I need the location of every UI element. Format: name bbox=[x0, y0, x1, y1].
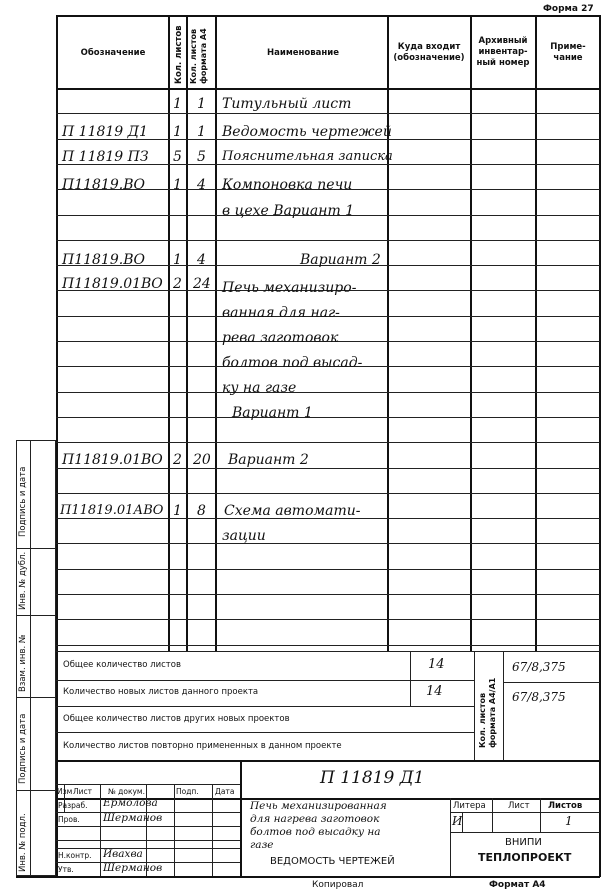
totals-col-3 bbox=[503, 651, 504, 760]
totals-line-3 bbox=[56, 706, 474, 707]
tb-role-1: Разраб. bbox=[58, 801, 88, 810]
total-sheets-value: 14 bbox=[428, 657, 445, 672]
form-label: Форма 27 bbox=[543, 4, 594, 14]
row-1-a4: 1 bbox=[197, 96, 206, 112]
new-sheets-value: 14 bbox=[426, 684, 443, 699]
row-11-name: ку на газе bbox=[222, 380, 297, 396]
total-sheets-label: Общее количество листов bbox=[63, 660, 181, 670]
table-row-line bbox=[56, 417, 600, 418]
tb-org-1: ВНИПИ bbox=[505, 837, 542, 848]
tb-name-line-1: Печь механизированная bbox=[250, 800, 387, 812]
row-3-a4: 5 bbox=[197, 149, 206, 165]
row-2-designation: П 11819 Д1 bbox=[62, 124, 148, 140]
frame-bottom bbox=[16, 876, 600, 878]
tb-header-doc: № докум. bbox=[108, 787, 145, 796]
tb-doc-type: ВЕДОМОСТЬ ЧЕРТЕЖЕЙ bbox=[270, 856, 395, 867]
row-13-designation: П11819.01ВО bbox=[62, 452, 163, 468]
row-3-sheets: 5 bbox=[173, 149, 182, 165]
footer-format: Формат А4 bbox=[489, 880, 546, 890]
totals-format-divider bbox=[503, 682, 600, 683]
row-7-a4: 24 bbox=[193, 276, 211, 292]
side-div-2 bbox=[16, 615, 56, 616]
row-13-sheets: 2 bbox=[173, 452, 182, 468]
tb-header-date: Дата bbox=[215, 787, 235, 796]
table-row-line bbox=[56, 493, 600, 494]
tb-org-2: ТЕПЛОПРОЕКТ bbox=[478, 851, 572, 864]
row-4-sheets: 1 bbox=[173, 177, 182, 193]
col-line-archive bbox=[535, 15, 537, 651]
row-8-name: ванная для наг- bbox=[222, 305, 340, 321]
new-sheets-label: Количество новых листов данного проекта bbox=[63, 687, 259, 697]
tb-name-line-4: газе bbox=[250, 839, 274, 851]
frame-left bbox=[56, 15, 58, 877]
row-15-name: зации bbox=[222, 528, 266, 544]
tb-right-col-2 bbox=[540, 798, 541, 832]
side-div-4 bbox=[16, 790, 56, 791]
table-row-line bbox=[56, 468, 600, 469]
tb-sheet-label: Лист bbox=[508, 801, 530, 811]
row-3-name: Пояснительная записка bbox=[222, 149, 393, 164]
tb-name-line-2: для нагрева заготовок bbox=[250, 813, 380, 825]
row-6-a4: 4 bbox=[197, 252, 206, 268]
table-row-line bbox=[56, 619, 600, 620]
side-label-sign-date-bottom: Подпись и дата bbox=[18, 713, 28, 784]
tb-person-2: Шерманов bbox=[103, 812, 163, 824]
frame-right bbox=[599, 15, 601, 877]
tb-header-izm: Изм bbox=[57, 787, 73, 796]
table-row-line bbox=[56, 569, 600, 570]
frame-top bbox=[56, 15, 600, 17]
row-2-sheets: 1 bbox=[173, 124, 182, 140]
col-line-sheets bbox=[186, 15, 188, 651]
format-value-1: 67/8,375 bbox=[512, 660, 566, 674]
row-6-designation: П11819.ВО bbox=[62, 252, 145, 268]
row-4-name: Компоновка печи bbox=[222, 177, 353, 193]
row-6-name: Вариант 2 bbox=[300, 252, 381, 268]
table-row-line bbox=[56, 240, 600, 241]
table-row-line bbox=[56, 442, 600, 443]
row-7-designation: П11819.01ВО bbox=[62, 276, 163, 292]
tb-header-sign: Подп. bbox=[176, 787, 199, 796]
side-strip-divider bbox=[30, 440, 31, 876]
row-2-name: Ведомость чертежей bbox=[222, 124, 392, 140]
header-name: Наименование bbox=[267, 48, 339, 58]
tb-litera-label: Литера bbox=[453, 801, 486, 811]
col-line-a4 bbox=[215, 15, 217, 651]
tb-name-right bbox=[450, 798, 451, 876]
row-14-a4: 8 bbox=[197, 503, 206, 519]
row-7-name: Печь механизиро- bbox=[222, 280, 357, 296]
other-new-label: Общее количество листов других новых проектов bbox=[63, 714, 290, 724]
row-3-designation: П 11819 ПЗ bbox=[62, 149, 149, 165]
header-designation: Обозначение bbox=[80, 48, 146, 58]
header-note: Приме-чание bbox=[550, 42, 586, 63]
side-div-3 bbox=[16, 697, 56, 698]
row-14-name: Схема автомати- bbox=[224, 503, 361, 519]
tb-right-line-1 bbox=[450, 812, 600, 813]
tb-role-4: Утв. bbox=[58, 865, 74, 874]
side-label-sign-date-top: Подпись и дата bbox=[18, 466, 28, 537]
col-line-designation bbox=[168, 15, 170, 651]
row-6-sheets: 1 bbox=[173, 252, 182, 268]
side-label-inv-dubl: Инв. № дубл. bbox=[18, 551, 28, 610]
row-5-name: в цехе Вариант 1 bbox=[222, 203, 355, 219]
totals-top-line bbox=[56, 651, 600, 652]
header-archive-no: Архивный инвентар-ный номер bbox=[476, 36, 530, 68]
totals-line-4 bbox=[56, 732, 474, 733]
tb-person-3: Ивахва bbox=[103, 848, 143, 860]
tb-col-date bbox=[212, 784, 213, 876]
row-13-a4: 20 bbox=[193, 452, 211, 468]
totals-line-2 bbox=[56, 680, 474, 681]
row-14-designation: П11819.01АВО bbox=[60, 503, 164, 518]
header-sheets-a4: Кол. листов формата А4 bbox=[189, 28, 208, 84]
tb-person-4: Шерманов bbox=[103, 862, 163, 874]
row-4-designation: П11819.ВО bbox=[62, 177, 145, 193]
tb-sheets-label: Листов bbox=[548, 801, 583, 811]
col-line-name bbox=[387, 15, 389, 651]
footer-copied: Копировал bbox=[312, 880, 364, 890]
row-9-name: рева заготовок bbox=[222, 330, 339, 346]
row-13-name: Вариант 2 bbox=[228, 452, 309, 468]
table-row-line bbox=[56, 645, 600, 646]
row-1-name: Титульный лист bbox=[222, 96, 352, 112]
tb-role-3: Н.контр. bbox=[58, 851, 92, 860]
tb-right-col-1 bbox=[492, 798, 493, 832]
tb-col-sign bbox=[174, 784, 175, 876]
row-10-name: болтов под высад- bbox=[222, 355, 363, 371]
row-12-name: Вариант 1 bbox=[232, 405, 313, 421]
tb-right-line-2 bbox=[450, 832, 600, 833]
totals-col-2 bbox=[474, 651, 475, 760]
header-sheets-count: Кол. листов bbox=[174, 25, 184, 84]
side-div-1 bbox=[16, 548, 56, 549]
table-row-line bbox=[56, 594, 600, 595]
row-14-sheets: 1 bbox=[173, 503, 182, 519]
tb-code: П 11819 Д1 bbox=[320, 768, 425, 788]
format-value-2: 67/8,375 bbox=[512, 690, 566, 704]
tb-header-list: Лист bbox=[73, 787, 93, 796]
header-bottom-line bbox=[56, 88, 600, 90]
format-label: Кол. листов формата А4/А1 bbox=[478, 677, 497, 748]
reused-label: Количество листов повторно примененных в данном проекте bbox=[63, 741, 342, 751]
side-label-inv-podl: Инв. № подл. bbox=[18, 813, 28, 872]
tb-col-list bbox=[100, 784, 101, 876]
tb-litera-value: И bbox=[452, 814, 463, 828]
tb-left-line bbox=[240, 760, 242, 876]
tb-person-1: Ермолова bbox=[103, 797, 158, 809]
totals-bottom-line bbox=[56, 760, 600, 762]
tb-role-2: Пров. bbox=[58, 815, 80, 824]
table-row-line bbox=[56, 392, 600, 393]
table-row-line bbox=[56, 543, 600, 544]
tb-name-line-3: болтов под высадку на bbox=[250, 826, 381, 838]
tb-sheets-value: 1 bbox=[565, 814, 573, 828]
row-1-sheets: 1 bbox=[173, 96, 182, 112]
row-4-a4: 4 bbox=[197, 177, 206, 193]
row-7-sheets: 2 bbox=[173, 276, 182, 292]
side-label-vzam-inv: Взам. инв. № bbox=[18, 634, 28, 692]
table-row-line bbox=[56, 113, 600, 114]
totals-col-1 bbox=[410, 651, 411, 706]
col-line-where bbox=[470, 15, 472, 651]
header-where-included: Куда входит (обозначение) bbox=[393, 42, 465, 63]
row-2-a4: 1 bbox=[197, 124, 206, 140]
